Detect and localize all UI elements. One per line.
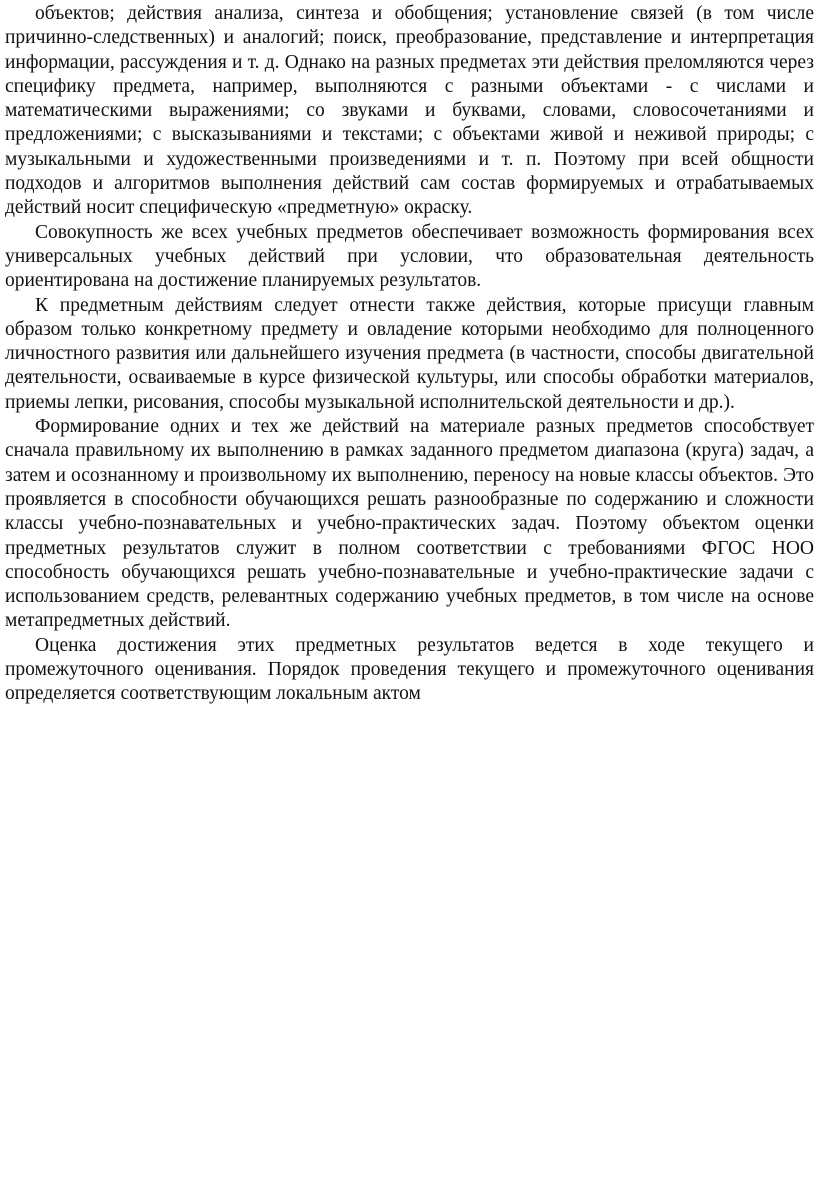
paragraph-formation-of-actions: Формирование одних и тех же действий на материале разных предметов способствует сначала правильному их выполнению в рамках заданного предметом диапазона (круга) задач, а затем и осознанному и произвольному их выполнению, переносу на новые классы объектов. Это проявляется в способности обучающихся решать разнообразные по содержанию и сложности классы учебно-познавательных и учебно-практических задач. Поэтому объектом оценки предметных результатов служит в полном соответствии с требованиями ФГОС НОО способность обучающихся решать учебно-познавательные и учебно-практические задачи с использованием средств, релевантных содержанию учебных предметов, в том числе на основе метапредметных действий. <box>5 416 814 632</box>
paragraph-assessment: Оценка достижения этих предметных результатов ведется в ходе текущего и промежуточного оценивания. Порядок проведения текущего и промежуточного оценивания определяется соответствующим локальным актом <box>5 634 814 705</box>
paragraph-subject-actions: К предметным действиям следует отнести также действия, которые присущи главным образом только конкретному предмету и овладение которыми необходимо для полноценного личностного развития или дальнейшего изучения предмета (в частности, способы двигательной деятельности, осваиваемые в курсе физической культуры, или способы обработки материалов, приемы лепки, рисования, способы музыкальной исполнительской деятельности и др.). <box>5 294 814 413</box>
paragraph-all-subjects: Совокупность же всех учебных предметов обеспечивает возможность формирования всех универсальных учебных действий при условии, что образовательная деятельность ориентирована на достижение планируемых результатов. <box>5 221 814 292</box>
paragraph-continuation: объектов; действия анализа, синтеза и обобщения; установление связей (в том числе причинно-следственных) и аналогий; поиск, преобразование, представление и интерпретация информации, рассуждения и т. д. Однако на разных предметах эти действия преломляются через специфику предмета, например, выполняются с разными объектами - с числами и математическими выражениями; со звуками и буквами, словами, словосочетаниями и предложениями; с высказываниями и текстами; с объектами живой и неживой природы; с музыкальными и художественными произведениями и т. п. Поэтому при всей общности подходов и алгоритмов выполнения действий сам состав формируемых и отрабатываемых действий носит специфическую «предметную» окраску. <box>5 3 814 219</box>
document-body <box>5 2 814 707</box>
